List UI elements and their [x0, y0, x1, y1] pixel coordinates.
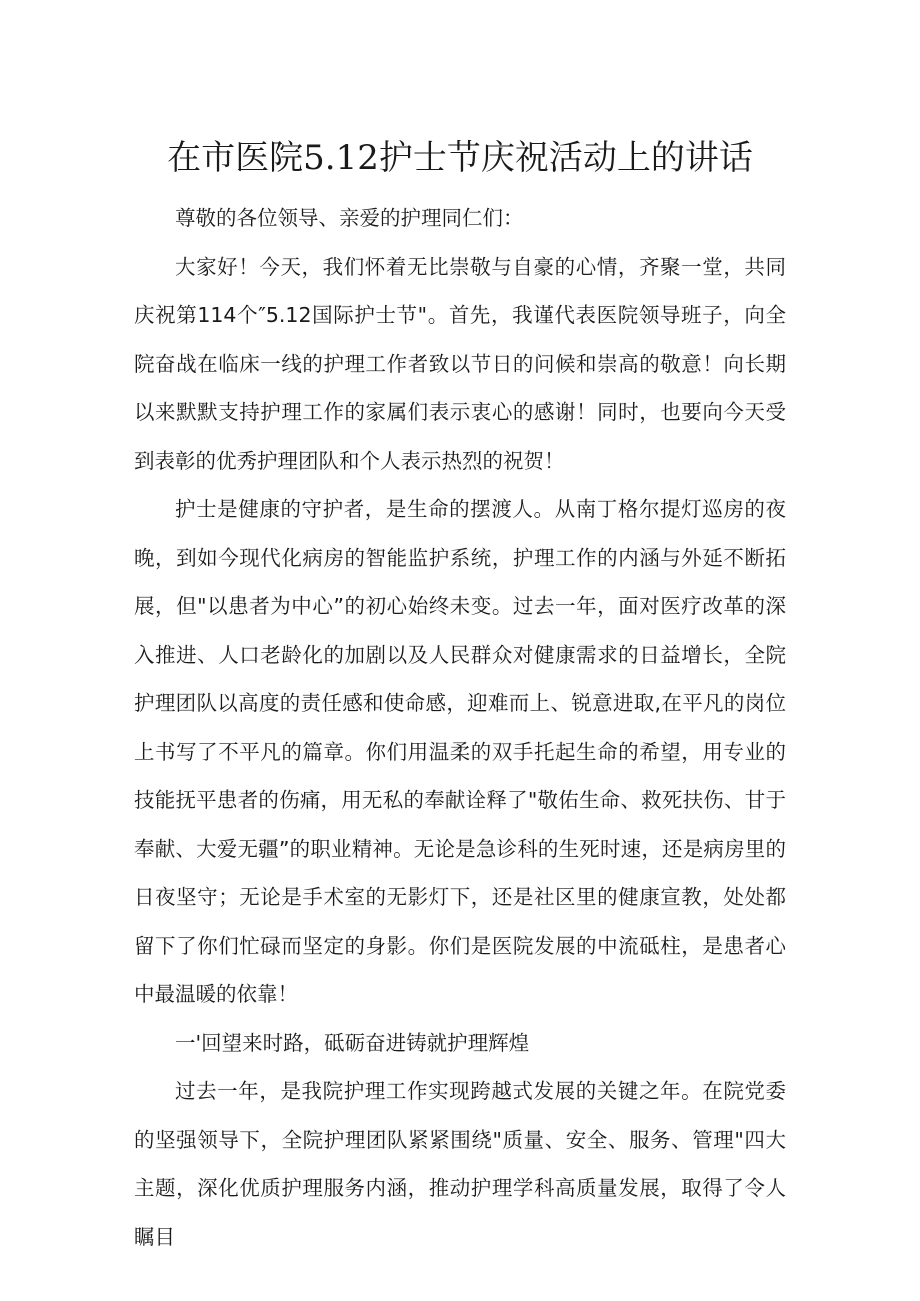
opening-paragraph: 大家好！今天，我们怀着无比崇敬与自豪的心情，齐聚一堂，共同庆祝第114个″5.12国际护士节"。首先，我谨代表医院领导班子，向全院奋战在临床一线的护理工作者致以节日的问候和崇高的敬意！向长期以来默默支持护理工作的家属们表示衷心的感谢！同时，也要向今天受到表彰的优秀护理团队和个人表示热烈的祝贺！ [134, 254, 786, 473]
document-title: 在市医院5.12护士节庆祝活动上的讲话 [167, 138, 753, 178]
document-body [134, 194, 786, 1261]
praise-paragraph: 护士是健康的守护者，是生命的摆渡人。从南丁格尔提灯巡房的夜晚，到如今现代化病房的智能监护系统，护理工作的内涵与外延不断拓展，但"以患者为中心”的初心始终未变。过去一年，面对医疗改革的深入推进、人口老龄化的加剧以及人民群众对健康需求的日益增长，全院护理团队以高度的责任感和使命感，迎难而上、锐意进取,在平凡的岗位上书写了不平凡的篇章。你们用温柔的双手托起生命的希望，用专业的技能抚平患者的伤痛，用无私的奉献诠释了"敬佑生命、救死扶伤、甘于奉献、大爱无疆”的职业精神。无论是急诊科的生死时速，还是病房里的日夜坚守；无论是手术室的无影灯下，还是社区里的健康宣教，处处都留下了你们忙碌而坚定的身影。你们是医院发展的中流砥柱，是患者心中最温暖的依靠！ [134, 497, 786, 1006]
greeting-paragraph: 尊敬的各位领导、亲爱的护理同仁们： [175, 206, 524, 230]
section-heading: 一'回望来时路，砥砺奋进铸就护理辉煌 [175, 1030, 530, 1055]
review-paragraph: 过去一年，是我院护理工作实现跨越式发展的关键之年。在院党委的坚强领导下，全院护理团队紧紧围绕"质量、安全、服务、管理"四大主题，深化优质护理服务内涵，推动护理学科高质量发展，取得了令人瞩目 [134, 1079, 786, 1249]
